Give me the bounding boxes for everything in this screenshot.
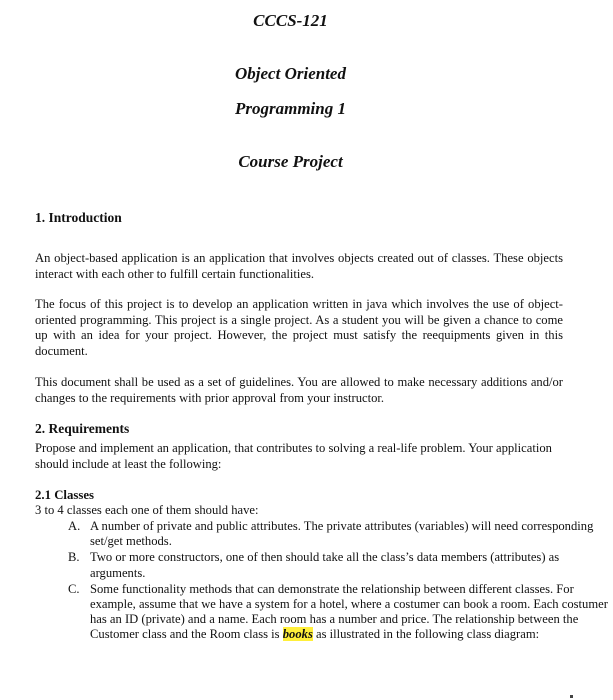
classes-requirements-list [68, 519, 613, 644]
course-code: CCCS-121 [253, 11, 328, 30]
introduction-paragraph-3: This document shall be used as a set of guidelines. You are allowed to make necessary additions and/or changes to the requirements with prior approval from your instructor. [35, 375, 563, 405]
list-marker: B. [68, 550, 80, 565]
subject-title-line-1: Object Oriented [235, 64, 346, 83]
classes-intro: 3 to 4 classes each one of them should have: [35, 503, 259, 517]
list-item [68, 550, 613, 580]
list-item-text-before: Some functionality methods that can demonstrate the relationship between different classes. For example, assume that we have a system for a hotel, where a costumer can book a room. Each costumer has an ID (private) and a name. Each room has a number and price. The relationship between the Customer class and the Room class is [90, 581, 608, 642]
introduction-heading: 1. Introduction [35, 210, 122, 225]
requirements-heading: 2. Requirements [35, 421, 130, 436]
introduction-paragraph-2: The focus of this project is to develop an application written in java which involves the use of object-oriented programming. This project is a single project. As a student you will be given a chance to come up with an idea for your project. However, the project must satisfy the reequipments given in this document. [35, 297, 563, 358]
list-item [68, 582, 613, 643]
list-item [68, 519, 613, 549]
page-corner-mark [570, 695, 573, 698]
project-title: Course Project [238, 152, 343, 171]
list-marker: A. [68, 519, 81, 533]
list-item-text: A number of private and public attributes. The private attributes (variables) will need corresponding set/get methods. [90, 519, 594, 549]
highlighted-word: books [282, 627, 313, 642]
list-item-text-after: as illustrated in the following class diagram: [316, 627, 540, 642]
list-item-text: Two or more constructors, one of then should take all the class’s data members (attributes) as arguments. [90, 550, 560, 580]
classes-heading: 2.1 Classes [35, 488, 95, 502]
requirements-paragraph: Propose and implement an application, that contributes to solving a real-life problem. Your application should include at least the following: [35, 441, 552, 471]
list-marker: C. [68, 581, 80, 596]
introduction-paragraph-1: An object-based application is an application that involves objects created out of classes. These objects interact with each other to fulfill certain functionalities. [35, 251, 563, 281]
subject-title-line-2: Programming 1 [235, 99, 346, 118]
